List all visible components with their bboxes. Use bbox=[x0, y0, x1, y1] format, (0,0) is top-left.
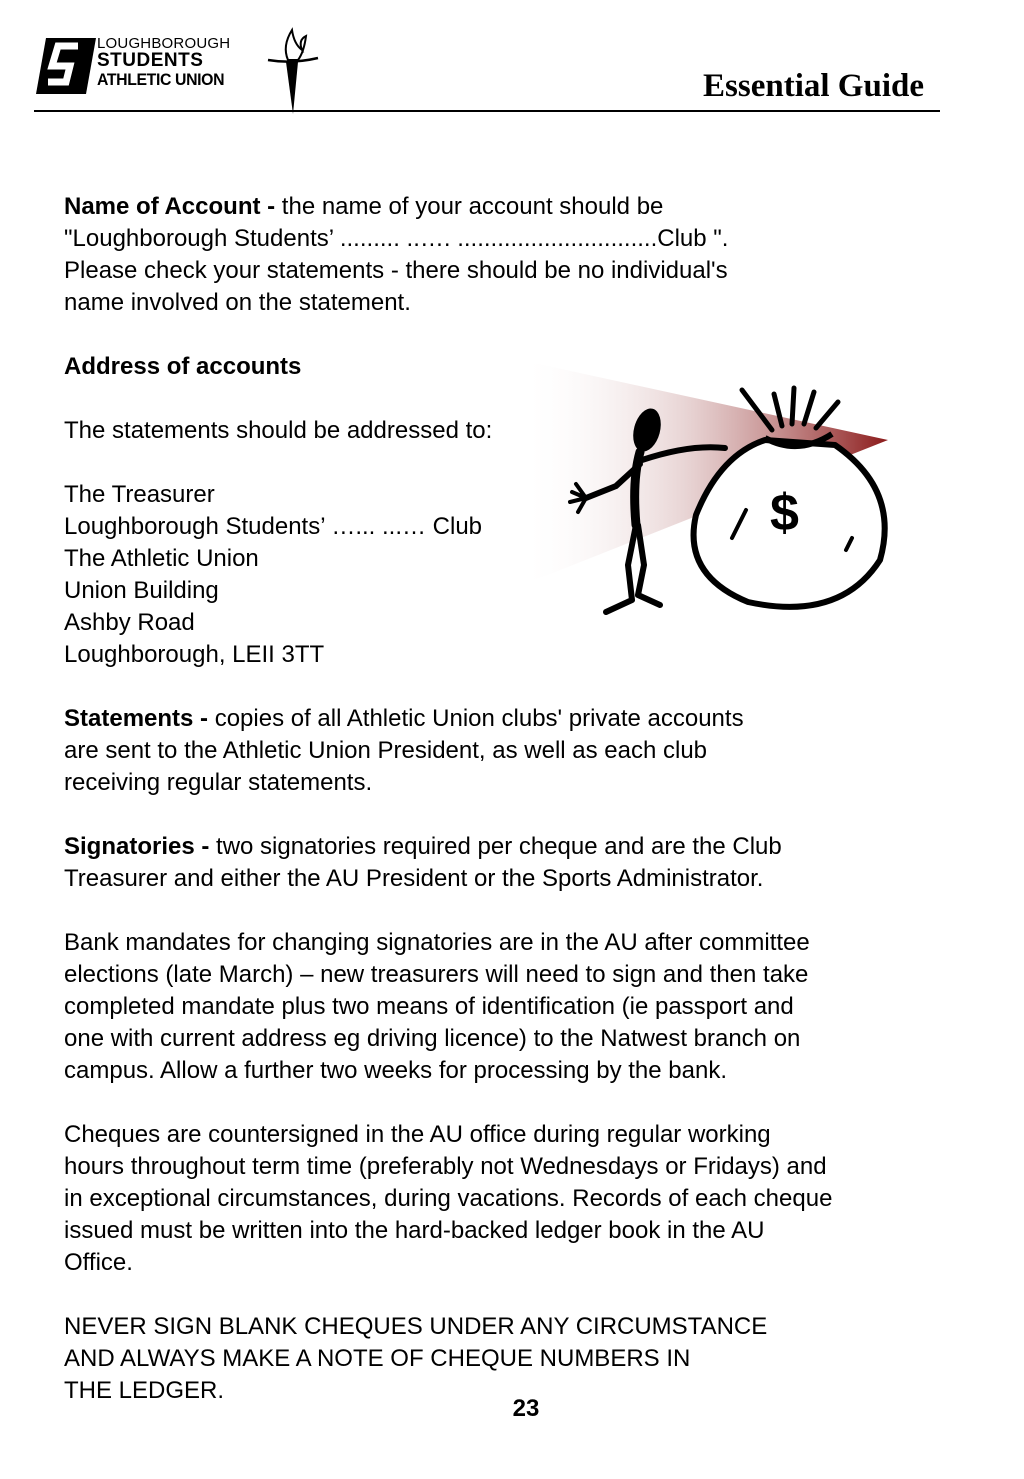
signatories-paragraph bbox=[64, 831, 944, 895]
athletic-union-logo bbox=[36, 22, 326, 117]
cheques-paragraph: Cheques are countersigned in the AU office during regular working hours throughout term time (preferably not Wednesdays or Fridays) and in exceptional circumstances, during vacations. Records of each cheque issued must be written into the hard-backed ledger book in the AU Office. bbox=[64, 1121, 833, 1276]
name-of-account-text: the name of your account should be "Loughborough Students’ ......... ..…. ..............................Club ". Please check your statements - there should be no individual's name involved on the statement. bbox=[64, 193, 729, 316]
logo-line-3: ATHLETIC UNION bbox=[97, 70, 225, 89]
warning-paragraph: NEVER SIGN BLANK CHEQUES UNDER ANY CIRCUMSTANCE AND ALWAYS MAKE A NOTE OF CHEQUE NUMBERS IN THE LEDGER. bbox=[64, 1313, 768, 1404]
document-body bbox=[64, 191, 944, 1407]
header-title: Essential Guide bbox=[703, 68, 924, 104]
address-block bbox=[64, 479, 944, 671]
address-intro: The statements should be addressed to: bbox=[64, 417, 493, 444]
header-divider bbox=[34, 110, 940, 112]
bank-mandates-paragraph: Bank mandates for changing signatories are in the AU after committee elections (late March) – new treasurers will need to sign and then take completed mandate plus two means of identification (ie passport and one with current address eg driving licence) to the Natwest branch on campus. Allow a further two weeks for processing by the bank. bbox=[64, 929, 810, 1084]
address-line: Loughborough Students’ …... ...… Club bbox=[64, 513, 483, 540]
address-line: The Athletic Union bbox=[64, 545, 259, 572]
address-line: Union Building bbox=[64, 577, 219, 604]
logo-text bbox=[97, 36, 234, 89]
signatories-text: two signatories required per cheque and are the Club Treasurer and either the AU President or the Sports Administrator. bbox=[64, 833, 782, 892]
name-of-account-heading: Name of Account - bbox=[64, 193, 282, 220]
signatories-heading: Signatories - bbox=[64, 833, 217, 860]
logo-line-2: STUDENTS bbox=[97, 50, 204, 71]
logo-line-1: LOUGHBOROUGH bbox=[97, 35, 231, 52]
address-line: Ashby Road bbox=[64, 609, 195, 636]
dollar-sign: $ bbox=[770, 484, 799, 542]
statements-text: copies of all Athletic Union clubs' private accounts are sent to the Athletic Union President, as well as each club receiving regular statements. bbox=[64, 705, 744, 796]
page-header bbox=[0, 0, 1024, 115]
name-of-account-paragraph bbox=[64, 191, 944, 319]
address-heading: Address of accounts bbox=[64, 353, 302, 380]
page-number: 23 bbox=[512, 1395, 540, 1422]
address-line: The Treasurer bbox=[64, 481, 215, 508]
address-line: Loughborough, LEII 3TT bbox=[64, 641, 325, 668]
statements-paragraph bbox=[64, 703, 944, 799]
statements-heading: Statements - bbox=[64, 705, 215, 732]
